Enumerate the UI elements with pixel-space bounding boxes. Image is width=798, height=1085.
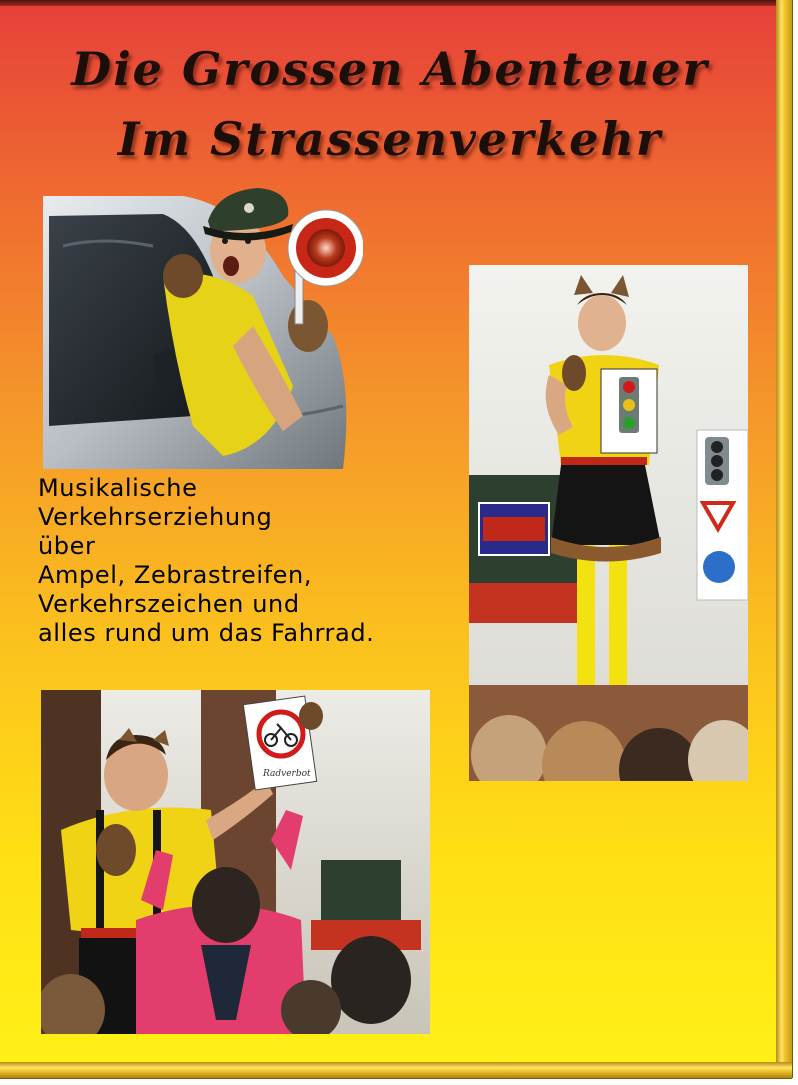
no-bicycle-sign-icon [259, 712, 303, 756]
description-line-1: Musikalische [38, 474, 198, 502]
traffic-light-icon [705, 437, 729, 485]
frame-top-edge [0, 0, 792, 6]
radverbot-label: Radverbot [263, 769, 311, 779]
title-line-1: Die Grossen Abenteuer [71, 42, 709, 96]
bicycle-sign-icon [703, 551, 735, 583]
frame-right-edge [776, 0, 793, 1078]
description-line-2: Verkehrserziehung [38, 503, 273, 531]
stop-paddle-icon [288, 210, 363, 324]
kids-photo [41, 690, 430, 1034]
description-line-6: alles rund um das Fahrrad. [38, 619, 375, 647]
description-line-4: Ampel, Zebrastreifen, [38, 561, 313, 589]
held-traffic-light-sign [601, 369, 657, 453]
stage-photo [469, 265, 748, 781]
frame-bottom-edge [0, 1062, 792, 1079]
description-line-5: Verkehrszeichen und [38, 590, 300, 618]
description-line-3: über [38, 532, 96, 560]
description-text [38, 474, 468, 648]
yellica-banner [479, 503, 549, 555]
sign-board [697, 430, 748, 600]
police-photo [43, 186, 363, 469]
title-line-2: Im Strassenverkehr [117, 112, 663, 166]
